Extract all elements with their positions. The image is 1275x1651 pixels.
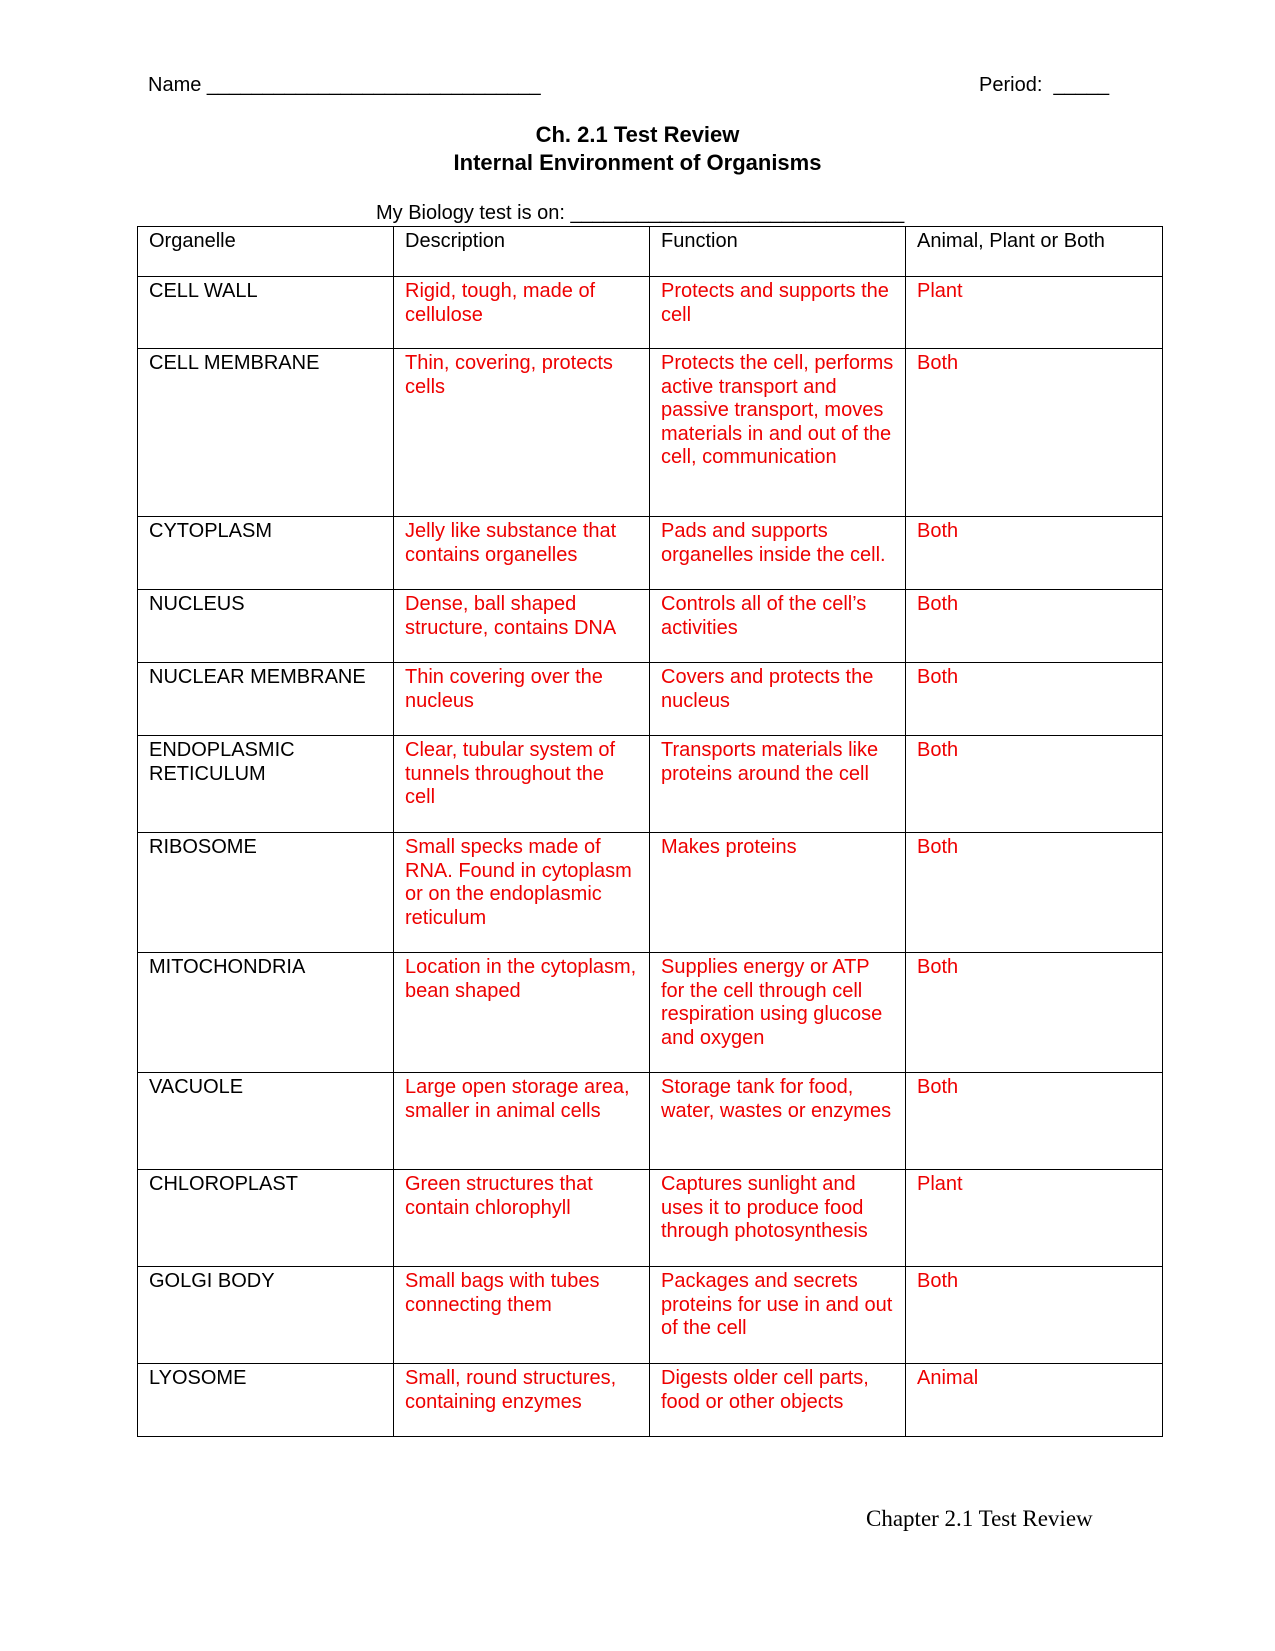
function-cell: Digests older cell parts, food or other objects (650, 1364, 906, 1437)
type-cell: Both (906, 590, 1163, 663)
function-cell: Pads and supports organelles inside the cell. (650, 517, 906, 590)
type-cell: Animal (906, 1364, 1163, 1437)
function-cell: Makes proteins (650, 833, 906, 953)
organelle-cell: NUCLEUS (138, 590, 394, 663)
type-cell: Both (906, 517, 1163, 590)
description-cell: Location in the cytoplasm, bean shaped (394, 953, 650, 1073)
table-row (138, 1364, 1163, 1437)
function-cell: Supplies energy or ATP for the cell through cell respiration using glucose and oxygen (650, 953, 906, 1073)
type-cell: Both (906, 349, 1163, 517)
name-field-label: Name ______________________________ (148, 74, 541, 96)
table-row (138, 1267, 1163, 1364)
description-cell: Clear, tubular system of tunnels throughout the cell (394, 736, 650, 833)
organelle-cell: VACUOLE (138, 1073, 394, 1170)
table-row (138, 517, 1163, 590)
test-date-label: My Biology test is on: ______________________________ (376, 202, 905, 224)
organelle-cell: RIBOSOME (138, 833, 394, 953)
type-cell: Both (906, 1267, 1163, 1364)
type-cell: Plant (906, 1170, 1163, 1267)
function-cell: Captures sunlight and uses it to produce food through photosynthesis (650, 1170, 906, 1267)
function-cell: Protects and supports the cell (650, 277, 906, 349)
organelle-cell: MITOCHONDRIA (138, 953, 394, 1073)
organelle-cell: LYOSOME (138, 1364, 394, 1437)
header-description: Description (394, 227, 650, 277)
table-row (138, 349, 1163, 517)
function-cell: Covers and protects the nucleus (650, 663, 906, 736)
organelle-cell: CELL MEMBRANE (138, 349, 394, 517)
table-row (138, 277, 1163, 349)
description-cell: Large open storage area, smaller in animal cells (394, 1073, 650, 1170)
description-cell: Green structures that contain chlorophyll (394, 1170, 650, 1267)
function-cell: Protects the cell, performs active transport and passive transport, moves materials in and out of the cell, communication (650, 349, 906, 517)
description-cell: Small, round structures, containing enzymes (394, 1364, 650, 1437)
organelle-cell: GOLGI BODY (138, 1267, 394, 1364)
description-cell: Thin covering over the nucleus (394, 663, 650, 736)
table-row (138, 1170, 1163, 1267)
function-cell: Controls all of the cell’s activities (650, 590, 906, 663)
description-cell: Thin, covering, protects cells (394, 349, 650, 517)
worksheet-title: Ch. 2.1 Test Review (535, 122, 740, 147)
function-cell: Storage tank for food, water, wastes or enzymes (650, 1073, 906, 1170)
organelle-table (137, 226, 1163, 1437)
type-cell: Both (906, 663, 1163, 736)
header-type: Animal, Plant or Both (906, 227, 1163, 277)
function-cell: Packages and secrets proteins for use in and out of the cell (650, 1267, 906, 1364)
function-cell: Transports materials like proteins around the cell (650, 736, 906, 833)
table-row (138, 953, 1163, 1073)
description-cell: Dense, ball shaped structure, contains DNA (394, 590, 650, 663)
table-row (138, 833, 1163, 953)
organelle-cell: CYTOPLASM (138, 517, 394, 590)
description-cell: Jelly like substance that contains organelles (394, 517, 650, 590)
table-row (138, 590, 1163, 663)
header-organelle: Organelle (138, 227, 394, 277)
organelle-cell: ENDOPLASMIC RETICULUM (138, 736, 394, 833)
type-cell: Both (906, 1073, 1163, 1170)
type-cell: Plant (906, 277, 1163, 349)
type-cell: Both (906, 833, 1163, 953)
period-field-label: Period: _____ (979, 74, 1110, 96)
description-cell: Small specks made of RNA. Found in cytoplasm or on the endoplasmic reticulum (394, 833, 650, 953)
type-cell: Both (906, 736, 1163, 833)
description-cell: Small bags with tubes connecting them (394, 1267, 650, 1364)
organelle-cell: CELL WALL (138, 277, 394, 349)
table-header-row (138, 227, 1163, 277)
type-cell: Both (906, 953, 1163, 1073)
page-footer: Chapter 2.1 Test Review (866, 1506, 1093, 1531)
worksheet-subtitle: Internal Environment of Organisms (453, 150, 822, 175)
organelle-cell: CHLOROPLAST (138, 1170, 394, 1267)
table-row (138, 1073, 1163, 1170)
header-function: Function (650, 227, 906, 277)
table-row (138, 736, 1163, 833)
table-row (138, 663, 1163, 736)
organelle-cell: NUCLEAR MEMBRANE (138, 663, 394, 736)
description-cell: Rigid, tough, made of cellulose (394, 277, 650, 349)
